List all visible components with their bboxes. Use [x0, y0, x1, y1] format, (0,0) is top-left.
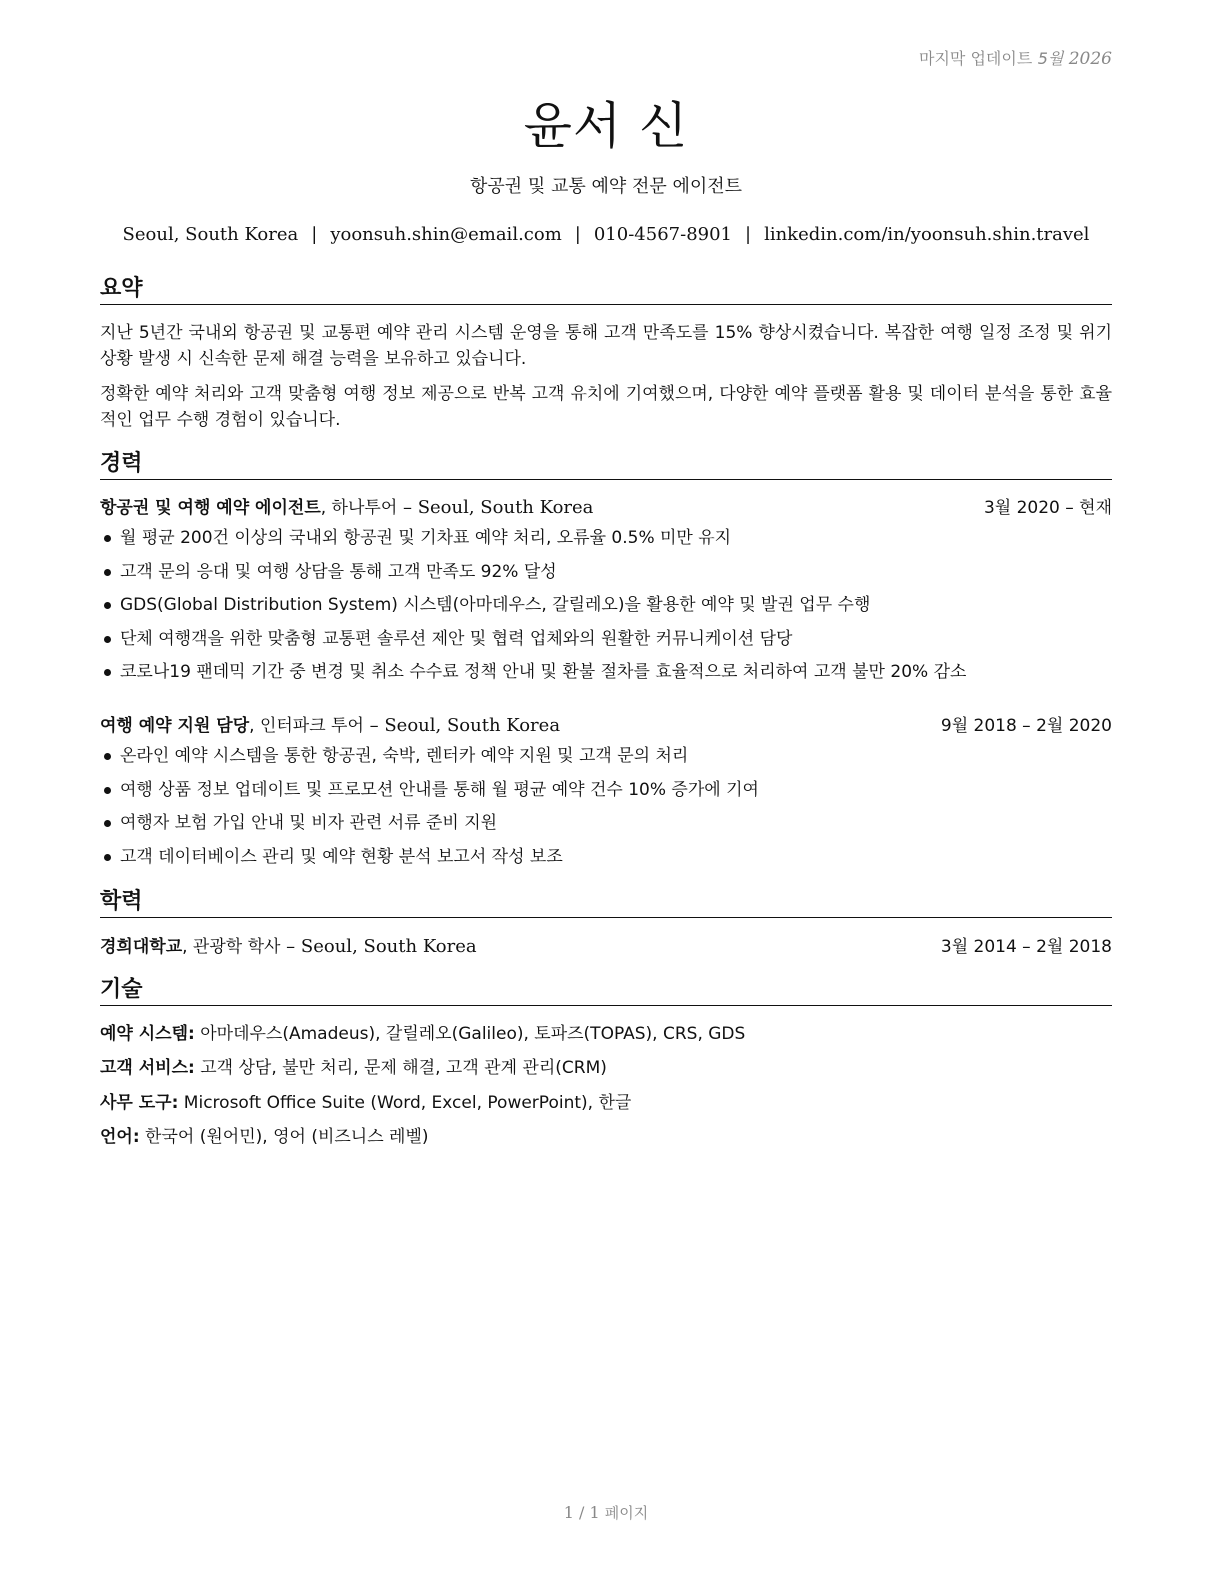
job-company: , 하나투어	[320, 498, 398, 518]
resume-page	[100, 0, 1112, 1584]
skill-row	[100, 1021, 1112, 1047]
contact-phone: 010-4567-8901	[593, 224, 732, 245]
section-title-skills: 기술	[100, 977, 1112, 1006]
list-item: GDS(Global Distribution System) 시스템(아마데우스, 갈릴레오)을 활용한 예약 및 발권 업무 수행	[100, 592, 1112, 626]
job-location: – Seoul, South Korea	[363, 715, 561, 736]
skill-value: 아마데우스(Amadeus), 갈릴레오(Galileo), 토파즈(TOPAS), CRS, GDS	[194, 1024, 746, 1044]
summary-paragraph-2: 정확한 예약 처리와 고객 맞춤형 여행 정보 제공으로 반복 고객 유치에 기여했으며, 다양한 예약 플랫폼 활용 및 데이터 분석을 통한 효율적인 업무 수행 경험이 있습니다.	[100, 384, 1112, 430]
list-item: 고객 데이터베이스 관리 및 예약 현황 분석 보고서 작성 보조	[100, 844, 1112, 878]
school-name: 경희대학교	[100, 937, 183, 957]
contact-line	[100, 224, 1112, 245]
job-company: , 인터파크 투어	[249, 716, 364, 736]
skill-row	[100, 1124, 1112, 1150]
skill-value: 한국어 (원어민), 영어 (비즈니스 레벨)	[139, 1127, 429, 1147]
list-item: 여행 상품 정보 업데이트 및 프로모션 안내를 통해 월 평균 예약 건수 10% 증가에 기여	[100, 777, 1112, 811]
skill-value: Microsoft Office Suite (Word, Excel, PowerPoint), 한글	[178, 1093, 632, 1113]
list-item: 온라인 예약 시스템을 통한 항공권, 숙박, 렌터카 예약 지원 및 고객 문의 처리	[100, 743, 1112, 777]
job-title: 여행 예약 지원 담당	[100, 716, 250, 736]
page-number: 1 / 1	[563, 1503, 600, 1522]
contact-separator: |	[311, 224, 318, 245]
skill-label: 언어:	[100, 1127, 140, 1147]
skill-row	[100, 1055, 1112, 1081]
summary-paragraph-1: 지난 5년간 국내외 항공권 및 교통편 예약 관리 시스템 운영을 통해 고객 만족도를 15% 향상시켰습니다. 복잡한 여행 일정 조정 및 위기 상황 발생 시 신속한 문제 해결 능력을 보유하고 있습니다.	[100, 323, 1112, 369]
updated-year: 2026	[1068, 49, 1112, 69]
contact-location: Seoul, South Korea	[122, 224, 299, 245]
education-location: – Seoul, South Korea	[280, 936, 477, 957]
page-footer	[100, 1502, 1112, 1523]
job-date: 9월 2018 – 2월 2020	[940, 716, 1112, 736]
section-title-summary: 요약	[100, 276, 1112, 305]
job-title: 항공권 및 여행 예약 에이전트	[100, 498, 321, 518]
list-item: 여행자 보험 가입 안내 및 비자 관련 서류 준비 지원	[100, 810, 1112, 844]
education-entry	[100, 934, 1112, 960]
section-title-education: 학력	[100, 889, 1112, 918]
education-date: 3월 2014 – 2월 2018	[940, 937, 1112, 957]
updated-label: 마지막 업데이트	[919, 49, 1033, 68]
job-bullets-1	[100, 525, 1112, 693]
job-location: – Seoul, South Korea	[397, 497, 594, 518]
degree: , 관광학 학사	[182, 937, 281, 957]
job-bullets-2	[100, 743, 1112, 877]
list-item: 월 평균 200건 이상의 국내외 항공권 및 기차표 예약 처리, 오류율 0.5% 미만 유지	[100, 525, 1112, 559]
skill-value: 고객 상담, 불만 처리, 문제 해결, 고객 관계 관리(CRM)	[194, 1058, 607, 1078]
candidate-name: 윤서 신	[523, 97, 689, 155]
section-title-experience: 경력	[100, 451, 1112, 480]
skill-label: 고객 서비스:	[100, 1058, 195, 1078]
updated-month: 5월	[1037, 49, 1064, 68]
skill-label: 예약 시스템:	[100, 1024, 195, 1044]
contact-email[interactable]: yoonsuh.shin@email.com	[330, 224, 562, 245]
job-header-1	[100, 495, 1112, 521]
page-label: 페이지	[604, 1504, 649, 1522]
contact-separator: |	[574, 224, 581, 245]
job-header-2	[100, 713, 1112, 739]
contact-separator: |	[745, 224, 752, 245]
skill-label: 사무 도구:	[100, 1093, 179, 1113]
list-item: 코로나19 팬데믹 기간 중 변경 및 취소 수수료 정책 안내 및 환불 절차를 효율적으로 처리하여 고객 불만 20% 감소	[100, 659, 1112, 693]
candidate-tagline: 항공권 및 교통 예약 전문 에이전트	[469, 176, 743, 197]
list-item: 고객 문의 응대 및 여행 상담을 통해 고객 만족도 92% 달성	[100, 559, 1112, 593]
contact-linkedin[interactable]: linkedin.com/in/yoonsuh.shin.travel	[764, 224, 1090, 245]
last-updated	[919, 46, 1112, 69]
skill-row	[100, 1090, 1112, 1116]
job-date: 3월 2020 – 현재	[983, 498, 1112, 518]
list-item: 단체 여행객을 위한 맞춤형 교통편 솔루션 제안 및 협력 업체와의 원활한 커뮤니케이션 담당	[100, 626, 1112, 660]
